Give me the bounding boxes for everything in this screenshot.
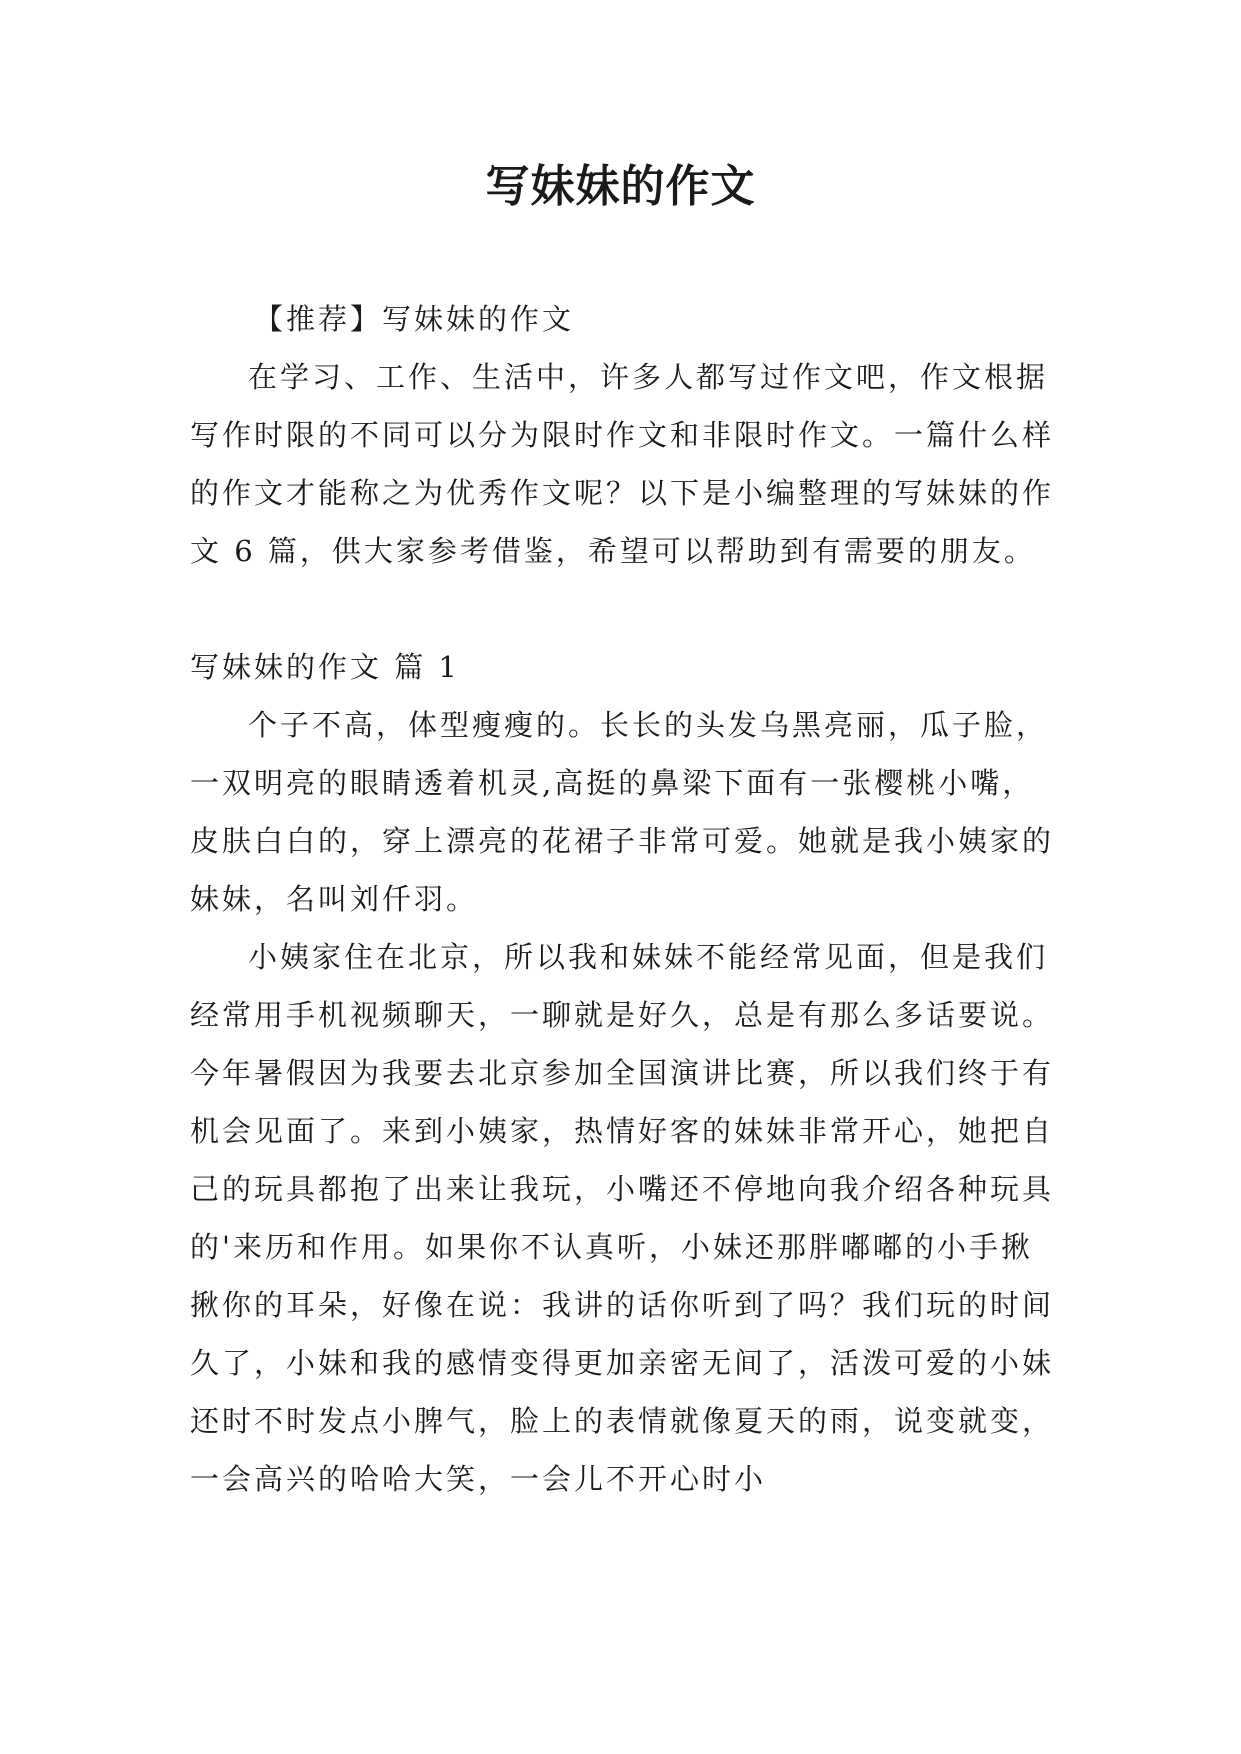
- intro-paragraph: 在学习、工作、生活中，许多人都写过作文吧，作文根据写作时限的不同可以分为限时作文和非限时作文。一篇什么样的作文才能称之为优秀作文呢？以下是小编整理的写妹妹的作文 6 篇，供大家参考借鉴，希望可以帮助到有需要的朋友。: [190, 360, 1055, 568]
- body-paragraph: 小姨家住在北京，所以我和妹妹不能经常见面，但是我们经常用手机视频聊天，一聊就是好久，总是有那么多话要说。今年暑假因为我要去北京参加全国演讲比赛，所以我们终于有机会见面了。来到小姨家，热情好客的妹妹非常开心，她把自己的玩具都抱了出来让我玩，小嘴还不停地向我介绍各种玩具的'来历和作用。如果你不认真听，小妹还那胖嘟嘟的小手揪揪你的耳朵，好像在说：我讲的话你听到了吗？我们玩的时间久了，小妹和我的感情变得更加亲密无间了，活泼可爱的小妹还时不时发点小脾气，脸上的表情就像夏天的雨，说变就变，一会高兴的哈哈大笑，一会儿不开心时小: [190, 940, 1055, 1496]
- document-body: [190, 290, 1060, 1508]
- section-heading: 写妹妹的作文 篇 1: [190, 650, 460, 684]
- recommend-line: 【推荐】写妹妹的作文: [254, 302, 575, 336]
- document-title: 写妹妹的作文: [485, 161, 756, 212]
- body-paragraph: 个子不高，体型瘦瘦的。长长的头发乌黑亮丽，瓜子脸，一双明亮的眼睛透着机灵,高挺的鼻梁下面有一张樱桃小嘴，皮肤白白的，穿上漂亮的花裙子非常可爱。她就是我小姨家的妹妹，名叫刘仟羽。: [190, 708, 1055, 916]
